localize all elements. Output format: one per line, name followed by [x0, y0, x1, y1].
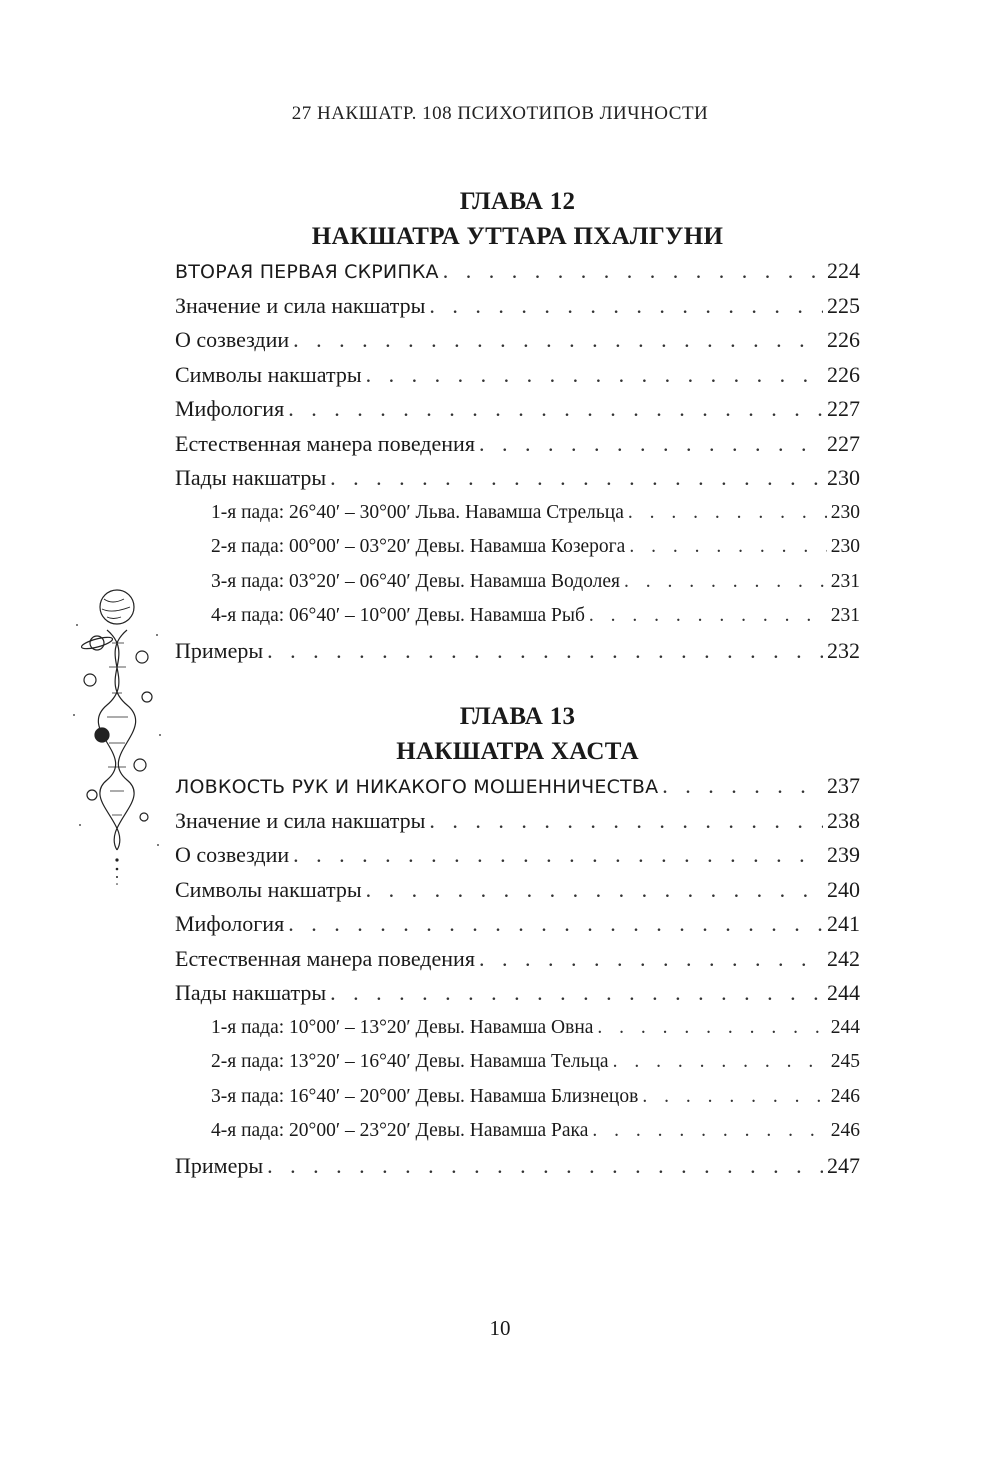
toc-subentry[interactable] — [175, 530, 860, 565]
toc-entry-page: 240 — [827, 876, 860, 902]
toc-entry-label: 1-я пада: 10°00′ – 13°20′ Девы. Навамша Овна — [211, 1016, 594, 1038]
chapter-title: НАКШАТРА УТТАРА ПХАЛГУНИ — [311, 223, 724, 250]
toc-entry[interactable] — [175, 1149, 860, 1184]
dot-leader — [267, 634, 823, 669]
dot-leader — [429, 804, 823, 839]
toc-entry[interactable] — [175, 358, 860, 393]
toc-entry-label: О созвездии — [175, 327, 290, 352]
toc-entry[interactable] — [175, 907, 860, 942]
toc-entry-page: 247 — [827, 1152, 860, 1178]
dot-leader — [293, 323, 823, 358]
toc-entry-label: Пады накшатры — [175, 465, 327, 490]
dot-leader — [613, 1045, 827, 1080]
dot-leader — [330, 976, 823, 1011]
toc-entry-page: 226 — [827, 361, 860, 387]
toc-entry-page: 239 — [827, 842, 860, 867]
toc-entry-page: 242 — [827, 945, 860, 971]
chapter-number: ГЛАВА 13 — [459, 703, 576, 730]
toc-entry-label: О созвездии — [175, 842, 290, 867]
toc-entry-page: 246 — [830, 1085, 860, 1107]
toc-subentry[interactable] — [175, 1080, 860, 1115]
toc-entry-label: 2-я пада: 13°20′ – 16°40′ Девы. Навамша Тельца — [211, 1051, 609, 1072]
planets-dna-helix-icon — [62, 585, 172, 890]
toc-subentry[interactable] — [175, 1045, 860, 1080]
dot-leader — [366, 873, 823, 908]
toc-entry[interactable] — [175, 873, 860, 908]
toc-entry-label: Примеры — [175, 1152, 264, 1178]
toc-entry[interactable] — [175, 804, 860, 839]
toc-list — [175, 769, 860, 1183]
toc-entry-page: 244 — [827, 980, 860, 1005]
toc-entry-page: 231 — [830, 605, 860, 626]
toc-subentry[interactable] — [175, 1114, 860, 1149]
toc-entry-label: 3-я пада: 16°40′ – 20°00′ Девы. Навамша Близнецов — [211, 1085, 639, 1107]
dot-leader — [597, 1011, 826, 1046]
toc-entry[interactable] — [175, 392, 860, 427]
toc-entry-page: 227 — [827, 430, 860, 456]
toc-entry-label: Естественная манера поведения — [175, 945, 475, 971]
toc-entry-label: Мифология — [175, 911, 285, 936]
toc-entry-page: 230 — [827, 465, 860, 490]
toc-entry-page: 230 — [830, 501, 860, 523]
dot-leader — [443, 254, 823, 289]
dot-leader — [662, 769, 823, 804]
toc-entry-label: ВТОРАЯ ПЕРВАЯ СКРИПКА — [175, 261, 439, 283]
dot-leader — [624, 565, 827, 600]
dot-leader — [589, 599, 827, 634]
toc-entry-page: 238 — [827, 807, 860, 833]
toc-entry-page: 246 — [830, 1120, 860, 1141]
toc-entry[interactable] — [175, 634, 860, 669]
dot-leader — [429, 289, 823, 324]
toc-entry-label: 4-я пада: 20°00′ – 23°20′ Девы. Навамша Рака — [211, 1120, 589, 1141]
chapter-13 — [175, 700, 860, 1183]
toc-entry-page: 225 — [827, 292, 860, 318]
toc-entry[interactable] — [175, 942, 860, 977]
dot-leader — [629, 530, 826, 565]
toc-entry-label: Примеры — [175, 637, 264, 663]
toc-entry-label: Символы накшатры — [175, 876, 362, 902]
dot-leader — [366, 358, 823, 393]
toc-entry-page: 245 — [830, 1051, 860, 1072]
toc-entry[interactable] — [175, 254, 860, 289]
chapter-12 — [175, 185, 860, 668]
toc-entry-label: 2-я пада: 00°00′ – 03°20′ Девы. Навамша Козерога — [211, 536, 626, 557]
toc-entry-label: ЛОВКОСТЬ РУК И НИКАКОГО МОШЕННИЧЕСТВА — [175, 776, 659, 798]
dot-leader — [628, 496, 827, 531]
toc-entry-page: 241 — [827, 911, 860, 936]
toc-entry-page: 231 — [830, 570, 860, 592]
toc-entry-label: Естественная манера поведения — [175, 430, 475, 456]
toc-entry-label: 4-я пада: 06°40′ – 10°00′ Девы. Навамша Рыб — [211, 605, 585, 626]
toc-entry[interactable] — [175, 838, 860, 873]
toc-entry-page: 232 — [827, 637, 860, 663]
toc-entry-page: 237 — [827, 773, 860, 798]
dot-leader — [288, 392, 823, 427]
toc-entry-page: 244 — [830, 1016, 860, 1038]
dot-leader — [288, 907, 823, 942]
toc-entry[interactable] — [175, 769, 860, 804]
page-number: 10 — [489, 1316, 511, 1340]
dot-leader — [330, 461, 823, 496]
toc-subentry[interactable] — [175, 599, 860, 634]
toc-entry-page: 224 — [827, 258, 860, 283]
toc-entry-label: Символы накшатры — [175, 361, 362, 387]
toc-entry-page: 230 — [830, 536, 860, 557]
toc-entry[interactable] — [175, 461, 860, 496]
toc-entry-page: 227 — [827, 396, 860, 421]
toc-subentry[interactable] — [175, 1011, 860, 1046]
toc-list — [175, 254, 860, 668]
toc-subentry[interactable] — [175, 496, 860, 531]
toc-entry[interactable] — [175, 976, 860, 1011]
running-header: 27 НАКШАТР. 108 ПСИХОТИПОВ ЛИЧНОСТИ — [291, 103, 709, 124]
toc-entry-label: Мифология — [175, 396, 285, 421]
toc-entry-label: Значение и сила накшатры — [175, 292, 426, 318]
dot-leader — [592, 1114, 826, 1149]
toc-entry[interactable] — [175, 289, 860, 324]
toc-entry-label: 1-я пада: 26°40′ – 30°00′ Льва. Навамша Стрельца — [211, 501, 624, 523]
toc-entry[interactable] — [175, 427, 860, 462]
toc-entry-label: 3-я пада: 03°20′ – 06°40′ Девы. Навамша Водолея — [211, 570, 620, 592]
dot-leader — [479, 942, 823, 977]
toc-entry[interactable] — [175, 323, 860, 358]
chapter-number: ГЛАВА 12 — [459, 188, 576, 215]
dot-leader — [267, 1149, 823, 1184]
chapter-title: НАКШАТРА ХАСТА — [396, 738, 639, 765]
toc-entry-page: 226 — [827, 327, 860, 352]
dot-leader — [479, 427, 823, 462]
toc-entry-label: Значение и сила накшатры — [175, 807, 426, 833]
toc-subentry[interactable] — [175, 565, 860, 600]
dot-leader — [642, 1080, 826, 1115]
toc-entry-label: Пады накшатры — [175, 980, 327, 1005]
dot-leader — [293, 838, 823, 873]
